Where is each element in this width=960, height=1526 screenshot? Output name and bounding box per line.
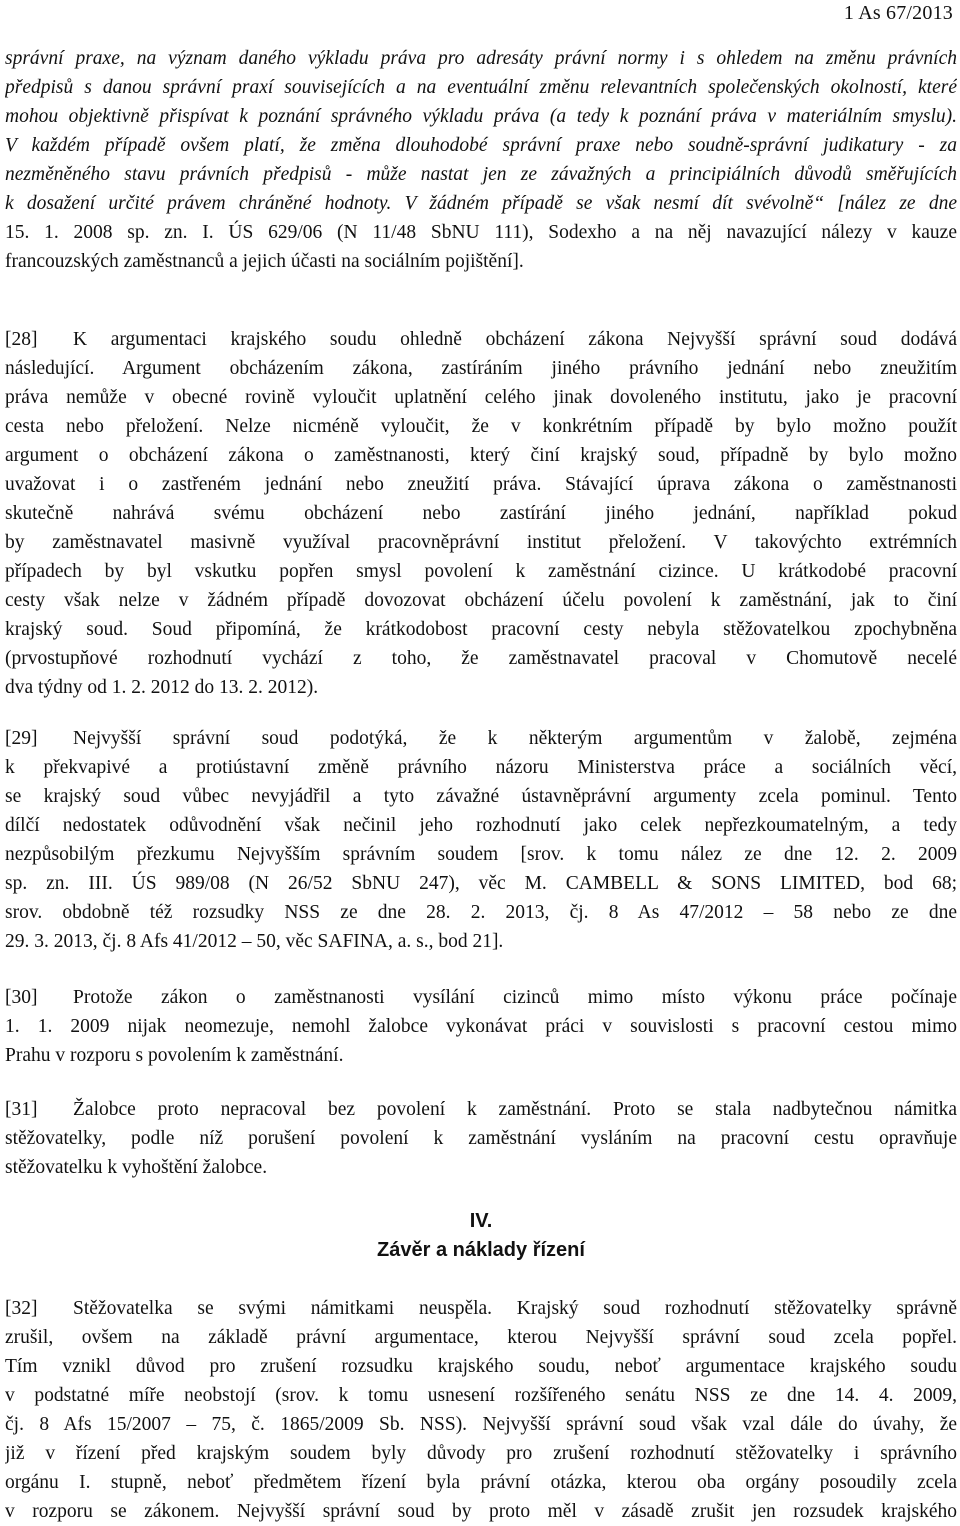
paragraph-28 (5, 325, 957, 702)
paragraph-number: [32] (5, 1298, 38, 1319)
text-line: mohou objektivně přispívat k poznání správného výkladu práva (a tedy k poznání práva v materiálním smyslu). (5, 106, 957, 127)
text-line: skutečně nahrává svému obcházení nebo zastírání jiného jednání, například pokud (5, 503, 957, 524)
text-line: argument o obcházení zákona o zaměstnanosti, který činí krajský soud, případně by bylo možno (5, 445, 957, 466)
section-title: Závěr a náklady řízení (377, 1239, 585, 1261)
text-line: sp. zn. III. ÚS 989/08 (N 26/52 SbNU 247), věc M. CAMBELL & SONS LIMITED, bod 68; (5, 873, 957, 894)
text-line: dva týdny od 1. 2. 2012 do 13. 2. 2012). (5, 677, 319, 698)
text-line: dílčí nedostatek odůvodnění však nečinil jeho rozhodnutí jako celek nepřezkoumatelným, a tedy (5, 815, 957, 836)
text-line: zrušil, ovšem na základě právní argumentace, kterou Nejvyšší správní soud zcela popřel. (5, 1327, 957, 1348)
text-line: k překvapivé a protiústavní změně právního názoru Ministerstva práce a sociálních věcí, (5, 757, 957, 778)
text-line: V každém případě ovšem platí, že změna dlouhodobé správní praxe nebo soudně-správní judikatury - za (5, 135, 957, 156)
paragraph-number: [30] (5, 987, 38, 1008)
text-line: stěžovatelky, podle níž porušení povolení k zaměstnání vysláním na pracovní cestu opravňuje (5, 1128, 957, 1149)
text-line: cesty však nelze v žádném případě dovozovat obcházení účelu povolení k zaměstnání, jak to činí (5, 590, 957, 611)
paragraph-intro (5, 44, 957, 276)
text-line: uvažovat i o zastřeném jednání nebo zneužití práva. Stávající úprava zákona o zaměstnanosti (5, 474, 957, 495)
text-line: 1. 1. 2009 nijak neomezuje, nemohl žalobce vykonávat práci v souvislosti s pracovní cestou mimo (5, 1016, 957, 1037)
text-line: srov. obdobně též rozsudky NSS ze dne 28. 2. 2013, čj. 8 As 47/2012 – 58 nebo ze dne (5, 902, 957, 923)
case-number-header: 1 As 67/2013 (843, 2, 953, 24)
text-line: by zaměstnavatel masivně využíval pracovněprávní institut přeložení. V takovýchto extrémních (5, 532, 957, 553)
text-line: cesta nebo přeložení. Nelze nicméně vyloučit, že v konkrétním případě by bylo možno použít (5, 416, 957, 437)
text-line (5, 325, 957, 354)
paragraph-32 (5, 1294, 957, 1526)
text-line: krajský soud. Soud připomíná, že krátkodobost pracovní cesty nebyla stěžovatelkou zpochybněna (5, 619, 957, 640)
text-line: čj. 8 Afs 15/2007 – 75, č. 1865/2009 Sb. NSS). Nejvyšší správní soud však vzal dále do úvahy, že (5, 1414, 957, 1435)
text-line: práva nemůže v obecné rovině vyloučit uplatnění celého jinak dovoleného institutu, jako je pracovní (5, 387, 957, 408)
paragraph-number: [28] (5, 329, 38, 350)
text-line: případech by byl vskutku popřen smysl povolení k zaměstnání cizince. U krátkodobé pracovní (5, 561, 957, 582)
text-line: Prahu v rozporu s povolením k zaměstnání. (5, 1045, 344, 1066)
text-line: předpisů s danou správní praxí souvisejících a na eventuální změnu relevantních společenských okolností, které (5, 77, 957, 98)
text-line: v rozporu se zákonem. Nejvyšší správní soud by proto měl v zásadě zrušit jen rozsudek krajského (5, 1501, 957, 1522)
text-line: následující. Argument obcházením zákona, zastíráním jiného právního jednání nebo zneužitím (5, 358, 957, 379)
text-segment: Protože zákon o zaměstnanosti vysílání cizinců mimo místo výkonu práce počínaje (73, 987, 957, 1008)
text-line: francouzských zaměstnanců a jejich účasti na sociálním pojištění]. (5, 251, 524, 272)
text-line (5, 983, 957, 1012)
text-line: se krajský soud vůbec nevyjádřil a tyto závažné ústavněprávní argumenty zcela pominul. Tento (5, 786, 957, 807)
section-numeral: IV. (469, 1210, 493, 1232)
text-line: orgánu I. stupně, neboť předmětem řízení byla právní otázka, kterou oba orgány posoudily zcela (5, 1472, 957, 1493)
text-segment: Nejvyšší správní soud podotýká, že k některým argumentům v žalobě, zejména (73, 728, 957, 749)
text-line: nezměněného stavu právních předpisů - může nastat jen ze závažných a principiálních důvodů směřujících (5, 164, 957, 185)
text-line (5, 1294, 957, 1323)
text-line: správní praxe, na význam daného výkladu práva pro adresáty právní normy i s ohledem na změnu právních (5, 48, 957, 69)
paragraph-number: [31] (5, 1099, 38, 1120)
text-line: v podstatné míře neobstojí (srov. k tomu usnesení rozšířeného senátu NSS ze dne 14. 4. 2009, (5, 1385, 957, 1406)
text-line (5, 724, 957, 753)
paragraph-number: [29] (5, 728, 38, 749)
text-line (5, 1095, 957, 1124)
paragraph-29 (5, 724, 957, 956)
text-segment: Žalobce proto nepracoval bez povolení k zaměstnání. Proto se stala nadbytečnou námitka (73, 1099, 957, 1120)
text-line: Tím vznikl důvod pro zrušení rozsudku krajského soudu, neboť argumentace krajského soudu (5, 1356, 957, 1377)
paragraph-31 (5, 1095, 957, 1182)
text-line: nezpůsobilým přezkumu Nejvyšším správním soudem [srov. k tomu nález ze dne 12. 2. 2009 (5, 844, 957, 865)
text-line: (prvostupňové rozhodnutí vychází z toho, že zaměstnavatel pracoval v Chomutově necelé (5, 648, 957, 669)
text-line: k dosažení určité právem chráněné hodnoty. V žádném případě se však nesmí dít svévolně“ [nález ze dne (5, 193, 957, 214)
paragraph-30 (5, 983, 957, 1070)
text-segment: Stěžovatelka se svými námitkami neuspěla. Krajský soud rozhodnutí stěžovatelky správně (73, 1298, 957, 1319)
text-line: 29. 3. 2013, čj. 8 Afs 41/2012 – 50, věc SAFINA, a. s., bod 21]. (5, 931, 504, 952)
text-line: již v řízení před krajským soudem byly důvody pro zrušení rozhodnutí stěžovatelky i správního (5, 1443, 957, 1464)
text-line: stěžovatelku k vyhoštění žalobce. (5, 1157, 268, 1178)
text-segment: K argumentaci krajského soudu ohledně obcházení zákona Nejvyšší správní soud dodává (73, 329, 957, 350)
text-line: 15. 1. 2008 sp. zn. I. ÚS 629/06 (N 11/48 SbNU 111), Sodexho a na něj navazující nálezy v kauze (5, 222, 957, 243)
